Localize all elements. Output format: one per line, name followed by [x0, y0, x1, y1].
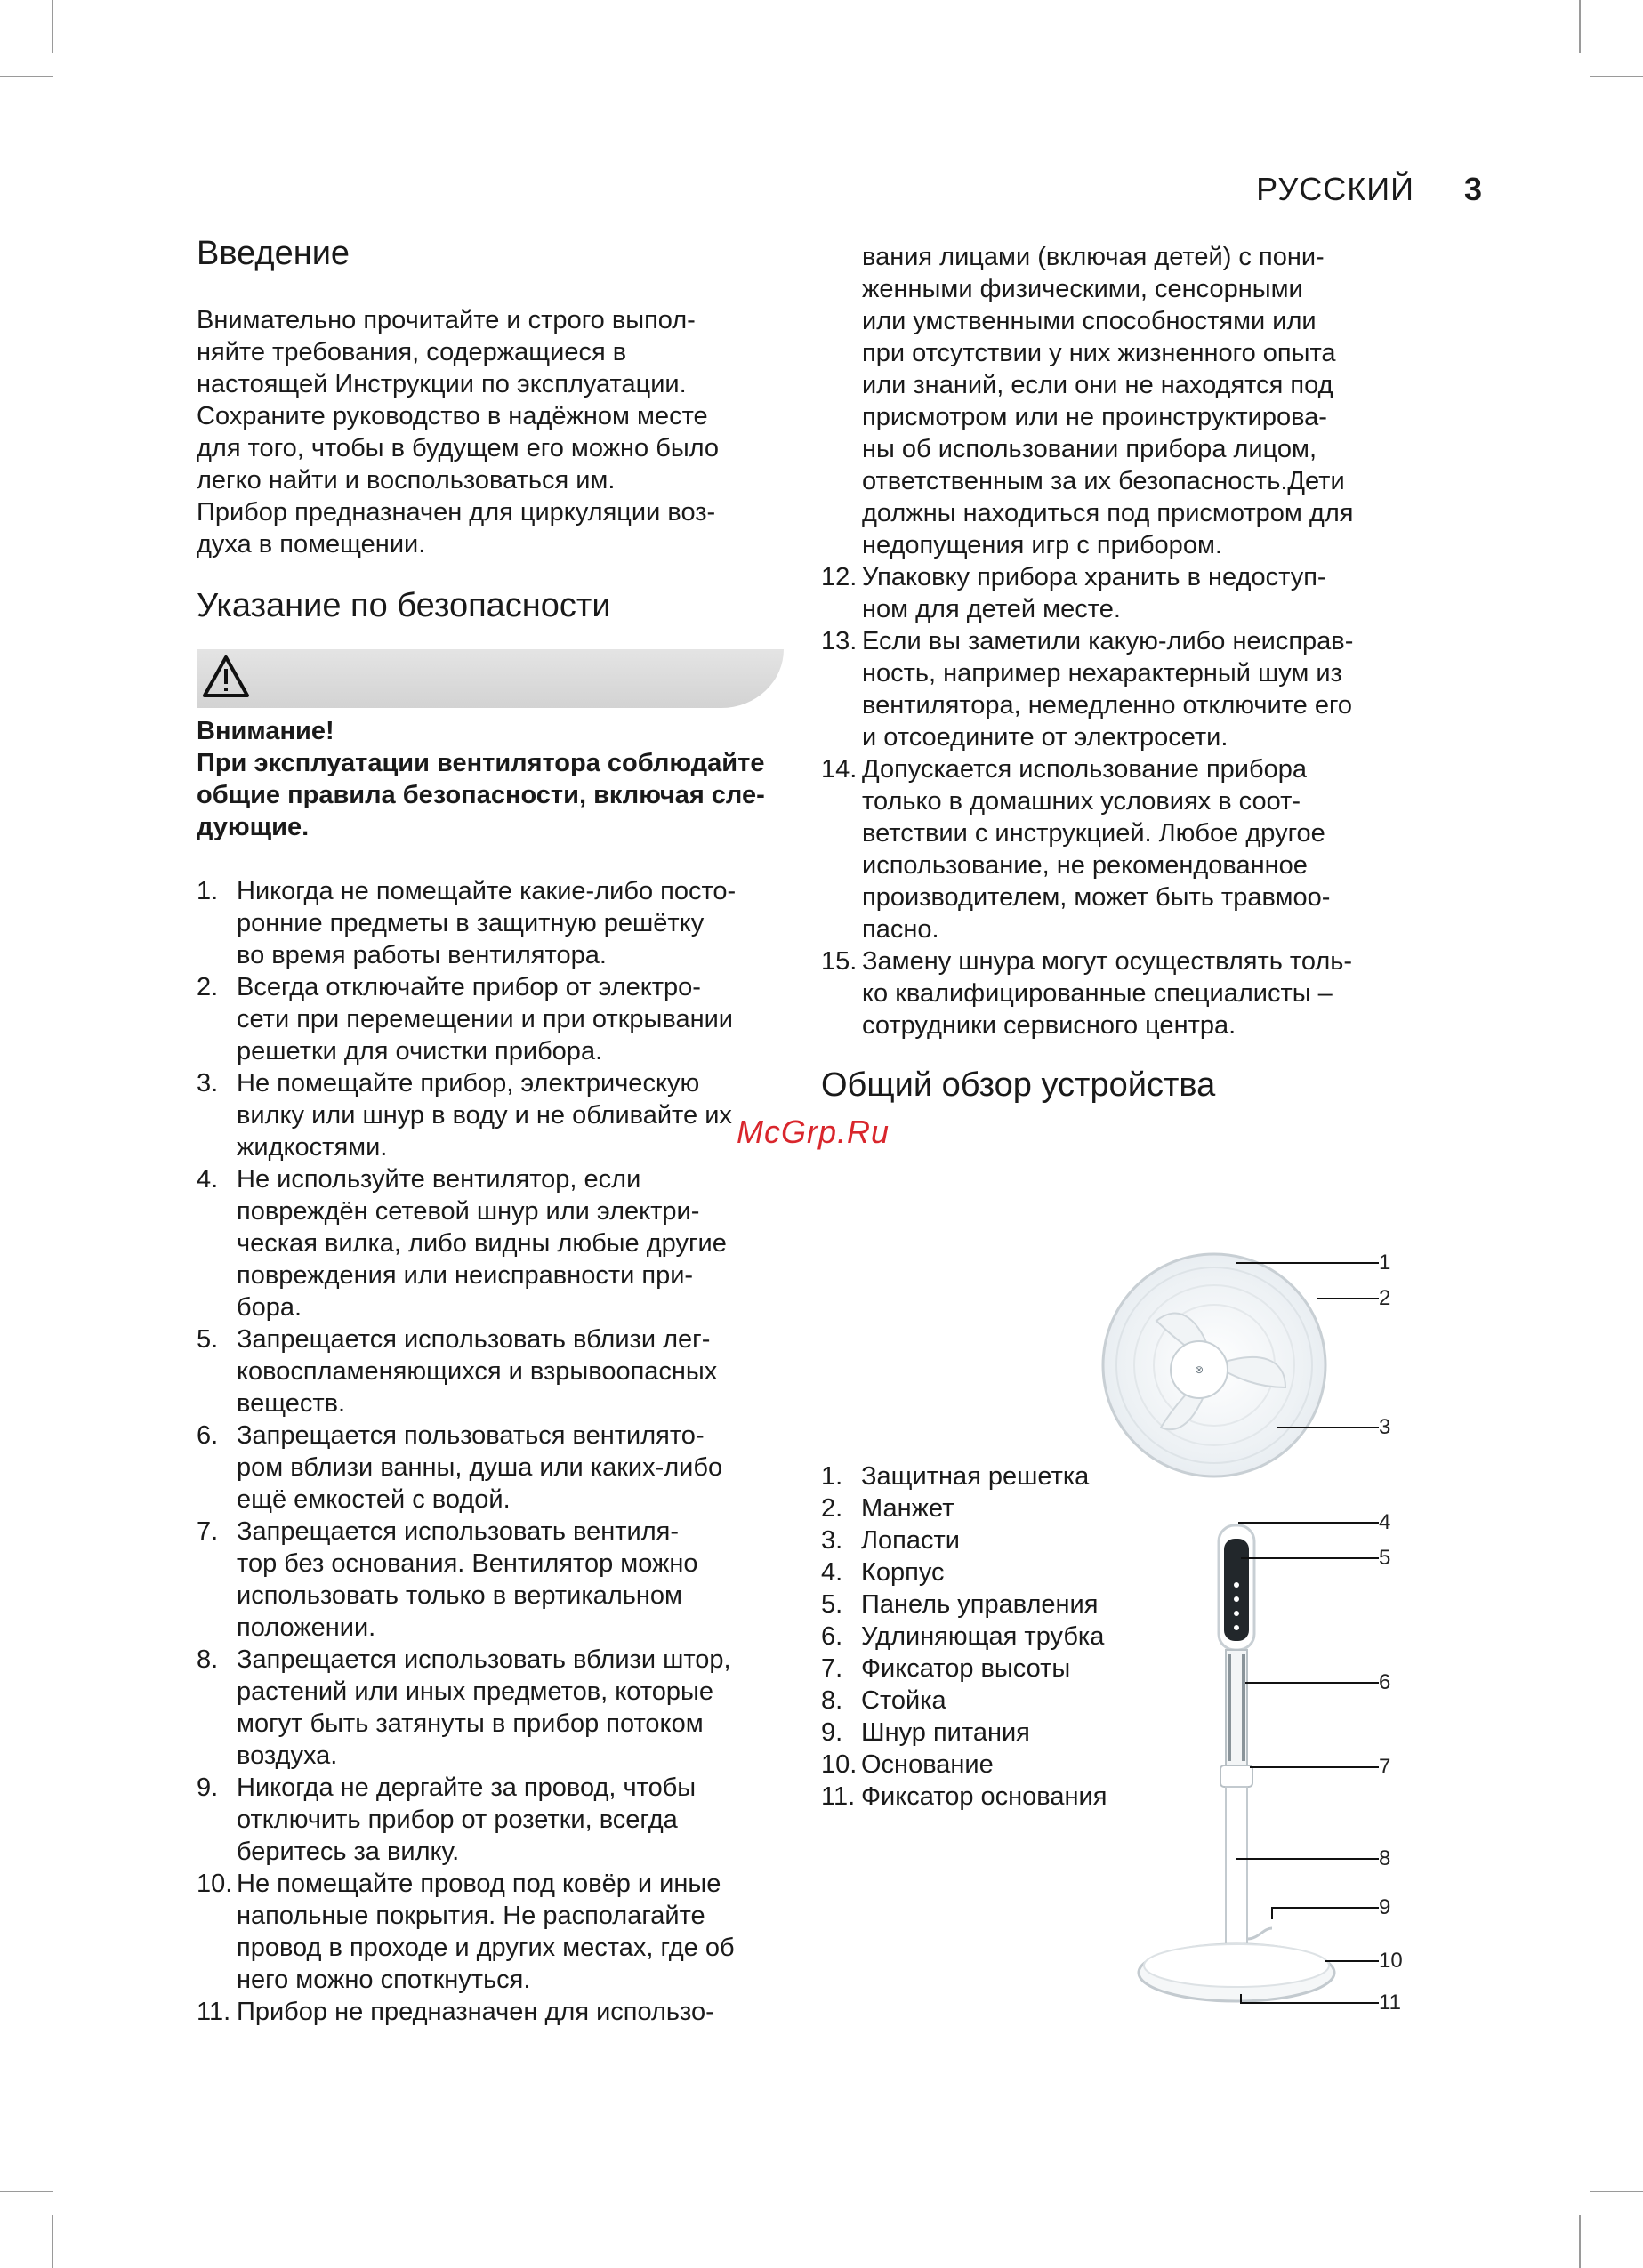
- list-item-number: 4.: [197, 1165, 219, 1194]
- part-label: Фиксатор основания: [861, 1782, 1107, 1811]
- list-item-number: 5.: [197, 1325, 219, 1354]
- crop-mark: [0, 2191, 53, 2192]
- list-item-line: сотрудники сервисного центра.: [862, 1011, 1236, 1040]
- list-item-number: 7.: [197, 1517, 219, 1546]
- list-item-line: ронние предметы в защитную решётку: [237, 909, 705, 937]
- part-item: [821, 1717, 1141, 1749]
- crop-mark: [1590, 2191, 1643, 2192]
- part-item: [821, 1460, 1141, 1492]
- warning-triangle-icon: [202, 655, 250, 699]
- callout-8: 8: [1379, 1846, 1391, 1870]
- part-item: [821, 1621, 1141, 1653]
- text-line: женными физическими, сенсорными: [862, 275, 1303, 303]
- list-item-number: 15.: [821, 947, 858, 976]
- text-line: для того, чтобы в будущем его можно было: [197, 434, 720, 462]
- crop-mark: [1579, 2215, 1581, 2268]
- text-line: При эксплуатации вентилятора соблюдайте: [197, 749, 765, 777]
- list-item-line: решетки для очистки прибора.: [237, 1037, 603, 1066]
- list-item-line: Никогда не дергайте за провод, чтобы: [237, 1773, 697, 1802]
- part-label: Удлиняющая трубка: [861, 1622, 1105, 1651]
- part-number: 8.: [821, 1686, 843, 1715]
- list-item: [197, 1323, 784, 1420]
- list-item-line: и отсоедините от электросети.: [862, 723, 1228, 752]
- callout-10: 10: [1379, 1949, 1403, 1973]
- overview-title: Общий обзор устройства: [821, 1066, 1216, 1104]
- list-item-line: Не используйте вентилятор, если: [237, 1165, 641, 1194]
- list-item-number: 8.: [197, 1645, 219, 1674]
- text-line: настоящей Инструкции по эксплуатации.: [197, 370, 687, 398]
- parts-list: [821, 1460, 1141, 1813]
- list-item-line: Замену шнура могут осуществлять толь-: [862, 947, 1353, 976]
- list-item-line: ковоспламеняющихся и взрывоопасных: [237, 1357, 718, 1386]
- part-item: [821, 1749, 1141, 1781]
- list-item-line: ческая вилка, либо видны любые другие: [237, 1229, 727, 1258]
- crop-mark: [1579, 0, 1581, 53]
- list-item-line: него можно споткнуться.: [237, 1966, 531, 1994]
- part-number: 9.: [821, 1718, 843, 1747]
- list-item: [821, 561, 1426, 625]
- list-item-line: Если вы заметили какую-либо неисправ-: [862, 627, 1354, 655]
- list-item: [197, 1644, 784, 1772]
- list-item-line: Не помещайте прибор, электрическую: [237, 1069, 700, 1098]
- text-line: или умственными способностями или: [862, 307, 1317, 335]
- callout-1: 1: [1379, 1251, 1391, 1275]
- callout-6: 6: [1379, 1670, 1391, 1694]
- list-item-line: Допускается использование прибора: [862, 755, 1307, 784]
- part-number: 7.: [821, 1654, 843, 1683]
- text-line: Сохраните руководство в надёжном месте: [197, 402, 708, 430]
- list-item: [197, 1516, 784, 1644]
- list-item-line: использовать только в вертикальном: [237, 1581, 682, 1610]
- list-item-line: Упаковку прибора хранить в недоступ-: [862, 563, 1326, 591]
- continuation-text: [821, 241, 1426, 561]
- list-item-line: беритесь за вилку.: [237, 1838, 460, 1866]
- height-lock: [1220, 1765, 1252, 1787]
- text-line: недопущения игр с прибором.: [862, 531, 1222, 559]
- list-item: [197, 1420, 784, 1516]
- intro-title: Введение: [197, 235, 350, 272]
- text-line: ны об использовании прибора лицом,: [862, 435, 1317, 463]
- list-item-line: повреждён сетевой шнур или электри-: [237, 1197, 700, 1226]
- list-item-number: 9.: [197, 1773, 219, 1802]
- part-number: 10.: [821, 1750, 858, 1779]
- list-item-number: 3.: [197, 1069, 219, 1098]
- list-item: [197, 1067, 784, 1163]
- text-line: Прибор предназначен для циркуляции воз-: [197, 498, 716, 527]
- text-line: или знаний, если они не находятся под: [862, 371, 1333, 399]
- list-item-line: положении.: [237, 1613, 376, 1642]
- text-line: при отсутствии у них жизненного опыта: [862, 339, 1336, 367]
- list-item-number: 10.: [197, 1870, 233, 1898]
- part-item: [821, 1492, 1141, 1524]
- list-item-line: повреждения или неисправности при-: [237, 1261, 694, 1290]
- list-item: [197, 1772, 784, 1868]
- crop-mark: [52, 2215, 53, 2268]
- list-item-number: 11.: [197, 1998, 231, 2026]
- list-item-line: сети при перемещении и при открывании: [237, 1005, 733, 1033]
- list-item-line: жидкостями.: [237, 1133, 388, 1162]
- list-item-line: ность, например нехарактерный шум из: [862, 659, 1342, 688]
- list-item-line: бора.: [237, 1293, 302, 1322]
- list-item-line: Запрещается использовать вблизи лег-: [237, 1325, 711, 1354]
- part-number: 3.: [821, 1526, 843, 1555]
- part-item: [821, 1685, 1141, 1717]
- right-column: [821, 245, 1426, 1106]
- callout-9: 9: [1379, 1895, 1391, 1919]
- part-number: 6.: [821, 1622, 843, 1651]
- list-item-line: могут быть затянуты в прибор потоком: [237, 1709, 704, 1738]
- part-number: 2.: [821, 1494, 843, 1523]
- list-item-number: 12.: [821, 563, 858, 591]
- part-item: [821, 1556, 1141, 1588]
- text-line: дующие.: [197, 813, 310, 841]
- list-item: [821, 945, 1426, 1042]
- list-item-line: отключить прибор от розетки, всегда: [237, 1806, 678, 1834]
- list-item: [821, 625, 1426, 753]
- warning-banner: [197, 649, 784, 708]
- list-item-line: Не помещайте провод под ковёр и иные: [237, 1870, 721, 1898]
- callout-4: 4: [1379, 1510, 1391, 1534]
- list-item: [197, 1996, 784, 2028]
- language-label: РУССКИЙ: [1256, 171, 1414, 207]
- svg-text:⊗: ⊗: [1194, 1363, 1204, 1376]
- attention-label: Внимание!: [197, 717, 334, 745]
- list-item-line: тор без основания. Вентилятор можно: [237, 1549, 698, 1578]
- list-item-line: напольные покрытия. Не располагайте: [237, 1902, 705, 1930]
- text-line: легко найти и воспользоваться им.: [197, 466, 616, 495]
- safety-list-right: [821, 561, 1426, 1042]
- list-item-line: Всегда отключайте прибор от электро-: [237, 973, 701, 1001]
- list-item-line: ко квалифицированные специалисты –: [862, 979, 1333, 1008]
- text-line: вания лицами (включая детей) с пони-: [862, 243, 1325, 271]
- intro-text: [197, 304, 784, 560]
- text-line: духа в помещении.: [197, 530, 426, 559]
- list-item-line: пасно.: [862, 915, 939, 944]
- list-item-line: использование, не рекомендованное: [862, 851, 1308, 880]
- part-number: 11.: [821, 1782, 856, 1811]
- list-item-line: провод в проходе и других местах, где об: [237, 1934, 735, 1962]
- part-number: 1.: [821, 1462, 843, 1491]
- list-item-line: Никогда не помещайте какие-либо посто-: [237, 877, 737, 905]
- page-number: 3: [1463, 171, 1483, 207]
- list-item-line: Прибор не предназначен для использо-: [237, 1998, 714, 2026]
- list-item-number: 14.: [821, 755, 858, 784]
- safety-title: Указание по безопасности: [197, 587, 611, 624]
- list-item-number: 13.: [821, 627, 858, 655]
- callout-2: 2: [1379, 1286, 1391, 1310]
- list-item-number: 2.: [197, 973, 219, 1001]
- part-label: Защитная решетка: [861, 1462, 1090, 1491]
- part-label: Манжет: [861, 1494, 954, 1523]
- watermark: McGrp.Ru: [737, 1114, 890, 1150]
- fan-illustration: [1094, 1236, 1450, 2037]
- list-item-number: 1.: [197, 877, 219, 905]
- part-label: Основание: [861, 1750, 994, 1779]
- list-item-line: Запрещается использовать вблизи штор,: [237, 1645, 731, 1674]
- list-item-line: веществ.: [237, 1389, 346, 1418]
- crop-mark: [52, 0, 53, 53]
- text-line: общие правила безопасности, включая сле-: [197, 781, 765, 809]
- callout-7: 7: [1379, 1755, 1391, 1779]
- list-item-number: 6.: [197, 1421, 219, 1450]
- list-item-line: растений или иных предметов, которые: [237, 1677, 713, 1706]
- list-item: [197, 1868, 784, 1996]
- list-item-line: ещё емкостей с водой.: [237, 1485, 511, 1514]
- list-item-line: ном для детей месте.: [862, 595, 1121, 623]
- list-item-line: производителем, может быть травмоо-: [862, 883, 1331, 912]
- part-label: Стойка: [861, 1686, 946, 1715]
- part-item: [821, 1781, 1141, 1813]
- text-line: Внимательно прочитайте и строго выпол-: [197, 306, 696, 334]
- list-item-line: воздуха.: [237, 1741, 338, 1770]
- list-item-line: Запрещается использовать вентиля-: [237, 1517, 680, 1546]
- text-line: должны находиться под присмотром для: [862, 499, 1354, 527]
- page-header: [1256, 171, 1483, 208]
- list-item-line: только в домашних условиях в соот-: [862, 787, 1301, 816]
- text-line: присмотром или не проинструктирова-: [862, 403, 1327, 431]
- list-item-line: ветствии с инструкцией. Любое другое: [862, 819, 1325, 848]
- power-cord: [1247, 1928, 1272, 1939]
- crop-mark: [0, 76, 53, 77]
- list-item: [197, 971, 784, 1067]
- part-number: 4.: [821, 1558, 843, 1587]
- callout-5: 5: [1379, 1546, 1391, 1570]
- callout-11: 11: [1379, 1991, 1401, 2015]
- list-item-line: ром вблизи ванны, душа или каких-либо: [237, 1453, 723, 1482]
- crop-mark: [1590, 76, 1643, 77]
- part-number: 5.: [821, 1590, 843, 1619]
- list-item-line: Запрещается пользоваться вентилято-: [237, 1421, 705, 1450]
- safety-list: [197, 875, 784, 2028]
- list-item-line: вентилятора, немедленно отключите его: [862, 691, 1353, 720]
- part-label: Панель управления: [861, 1590, 1099, 1619]
- part-item: [821, 1653, 1141, 1685]
- part-item: [821, 1588, 1141, 1621]
- safety-intro: [197, 747, 784, 843]
- list-item-line: во время работы вентилятора.: [237, 941, 607, 969]
- callout-3: 3: [1379, 1415, 1391, 1439]
- list-item: [821, 753, 1426, 945]
- list-item-line: вилку или шнур в воду и не обливайте их: [237, 1101, 732, 1130]
- part-label: Корпус: [861, 1558, 945, 1587]
- list-item: [197, 875, 784, 971]
- stand-pole: [1226, 1787, 1247, 1951]
- list-item: [197, 1163, 784, 1323]
- part-label: Фиксатор высоты: [861, 1654, 1071, 1683]
- part-label: Лопасти: [861, 1526, 960, 1555]
- text-line: няйте требования, содержащиеся в: [197, 338, 627, 366]
- text-line: ответственным за их безопасность.Дети: [862, 467, 1345, 495]
- part-item: [821, 1524, 1141, 1556]
- part-label: Шнур питания: [861, 1718, 1030, 1747]
- left-column: [197, 233, 784, 2028]
